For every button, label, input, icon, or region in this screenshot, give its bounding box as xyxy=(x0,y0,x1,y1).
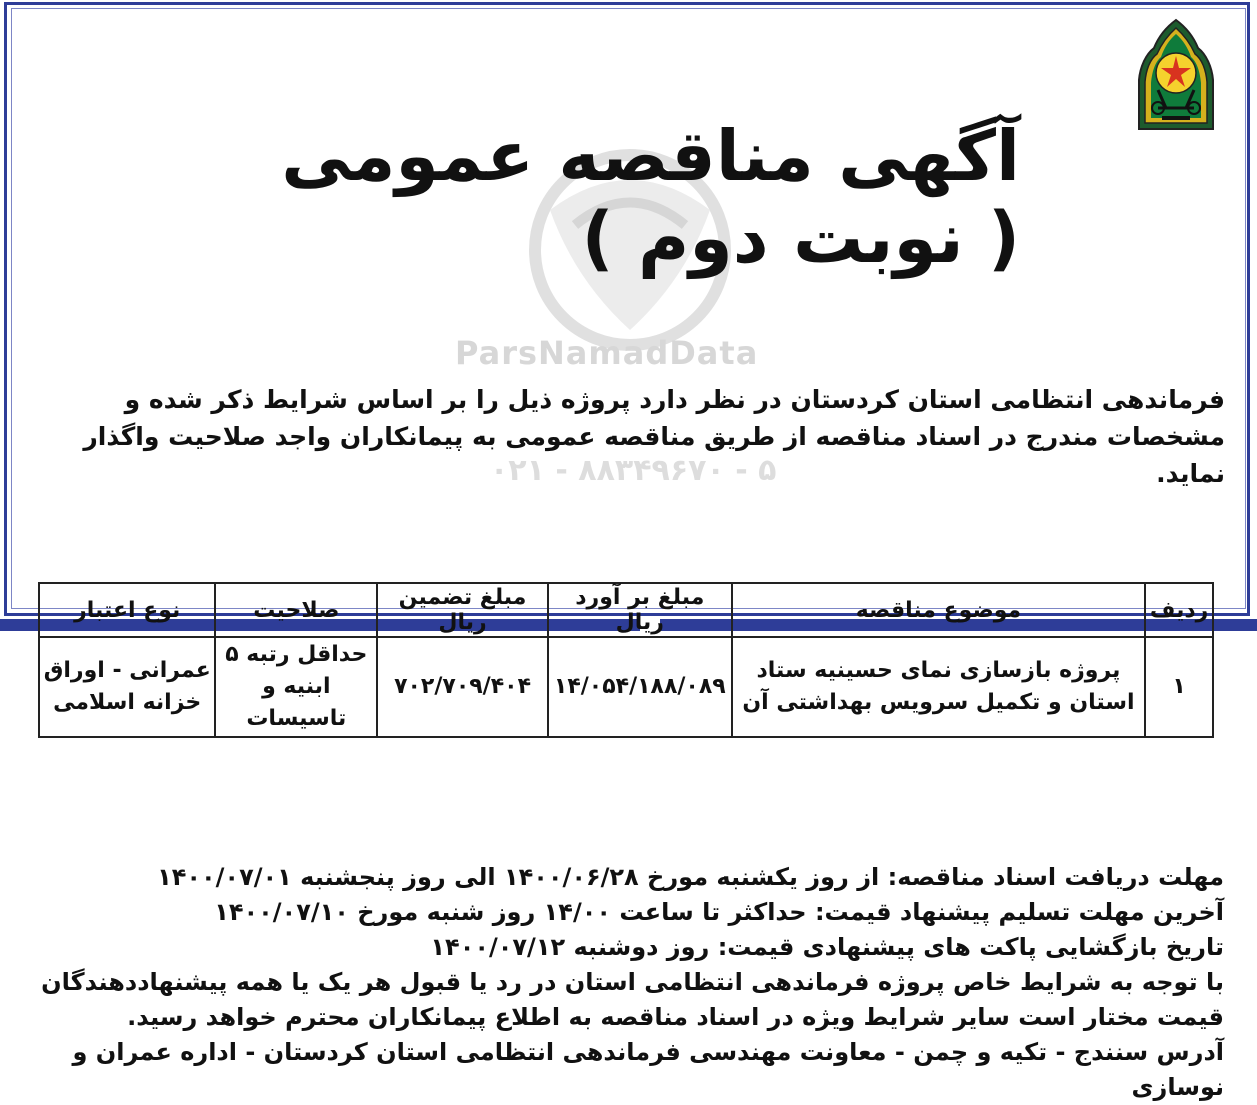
intro-text: فرماندهی انتظامی استان کردستان در نظر دارد پروژه ذیل را بر اساس شرایط ذکر شده و مشخصات مندرج در اسناد مناقصه از طریق مناقصه عمومی به پیمانکاران واجد صلاحیت واگذار نماید. xyxy=(83,385,1225,488)
tender-table xyxy=(38,582,1214,738)
watermark-phone: ۰۲۱ - ۸۸۳۴۹۶۷۰ - ۵ xyxy=(490,453,777,488)
header-credit-type: نوع اعتبار xyxy=(39,583,215,637)
table-row xyxy=(39,637,1213,737)
table-header-row xyxy=(39,583,1213,637)
cell-credit-type: عمرانی - اوراق خزانه اسلامی xyxy=(39,637,215,737)
header-subject: موضوع مناقصه xyxy=(732,583,1146,637)
detail-document-deadline: مهلت دریافت اسناد مناقصه: از روز یکشنبه مورخ ۱۴۰۰/۰۶/۲۸ الی روز پنجشنبه ۱۴۰۰/۰۷/۰۱ xyxy=(157,863,1224,891)
tender-table-wrap xyxy=(38,582,1214,731)
cell-qualification: حداقل رتبه ۵ ابنیه و تاسیسات xyxy=(215,637,377,737)
police-emblem-icon xyxy=(1134,18,1218,136)
detail-address: آدرس سنندج - تکیه و چمن - معاونت مهندسی فرماندهی انتظامی استان کردستان - اداره عمران و نوسازی xyxy=(72,1038,1224,1101)
watermark-text: ParsNamadData xyxy=(455,334,759,372)
header-guarantee: مبلغ تضمین ریال xyxy=(377,583,548,637)
header-estimate: مبلغ بر آورد ریال xyxy=(548,583,732,637)
header-qualification: صلاحیت xyxy=(215,583,377,637)
detail-conditions: با توجه به شرایط خاص پروژه فرماندهی انتظامی استان در رد یا قبول هر یک یا همه پیشنهاددهندگان قیمت مختار است سایر شرایط ویژه در اسناد مناقصه به اطلاع پیمانکاران محترم خواهد رسید. xyxy=(41,968,1224,1031)
page-title: آگهی مناقصه عمومی ( نوبت دوم ) xyxy=(281,115,1020,279)
detail-bid-deadline: آخرین مهلت تسلیم پیشنهاد قیمت: حداکثر تا ساعت ۱۴/۰۰ روز شنبه مورخ ۱۴۰۰/۰۷/۱۰ xyxy=(214,898,1224,926)
tender-details xyxy=(20,860,1224,1105)
header-row-number: ردیف xyxy=(1145,583,1213,637)
cell-estimate: ۱۴/۰۵۴/۱۸۸/۰۸۹ xyxy=(548,637,732,737)
cell-row-number: ۱ xyxy=(1145,637,1213,737)
detail-opening-date: تاریخ بازگشایی پاکت های پیشنهادی قیمت: روز دوشنبه ۱۴۰۰/۰۷/۱۲ xyxy=(430,933,1224,961)
cell-guarantee: ۷۰۲/۷۰۹/۴۰۴ xyxy=(377,637,548,737)
cell-subject: پروژه بازسازی نمای حسینیه ستاد استان و تکمیل سرویس بهداشتی آن xyxy=(732,637,1146,737)
